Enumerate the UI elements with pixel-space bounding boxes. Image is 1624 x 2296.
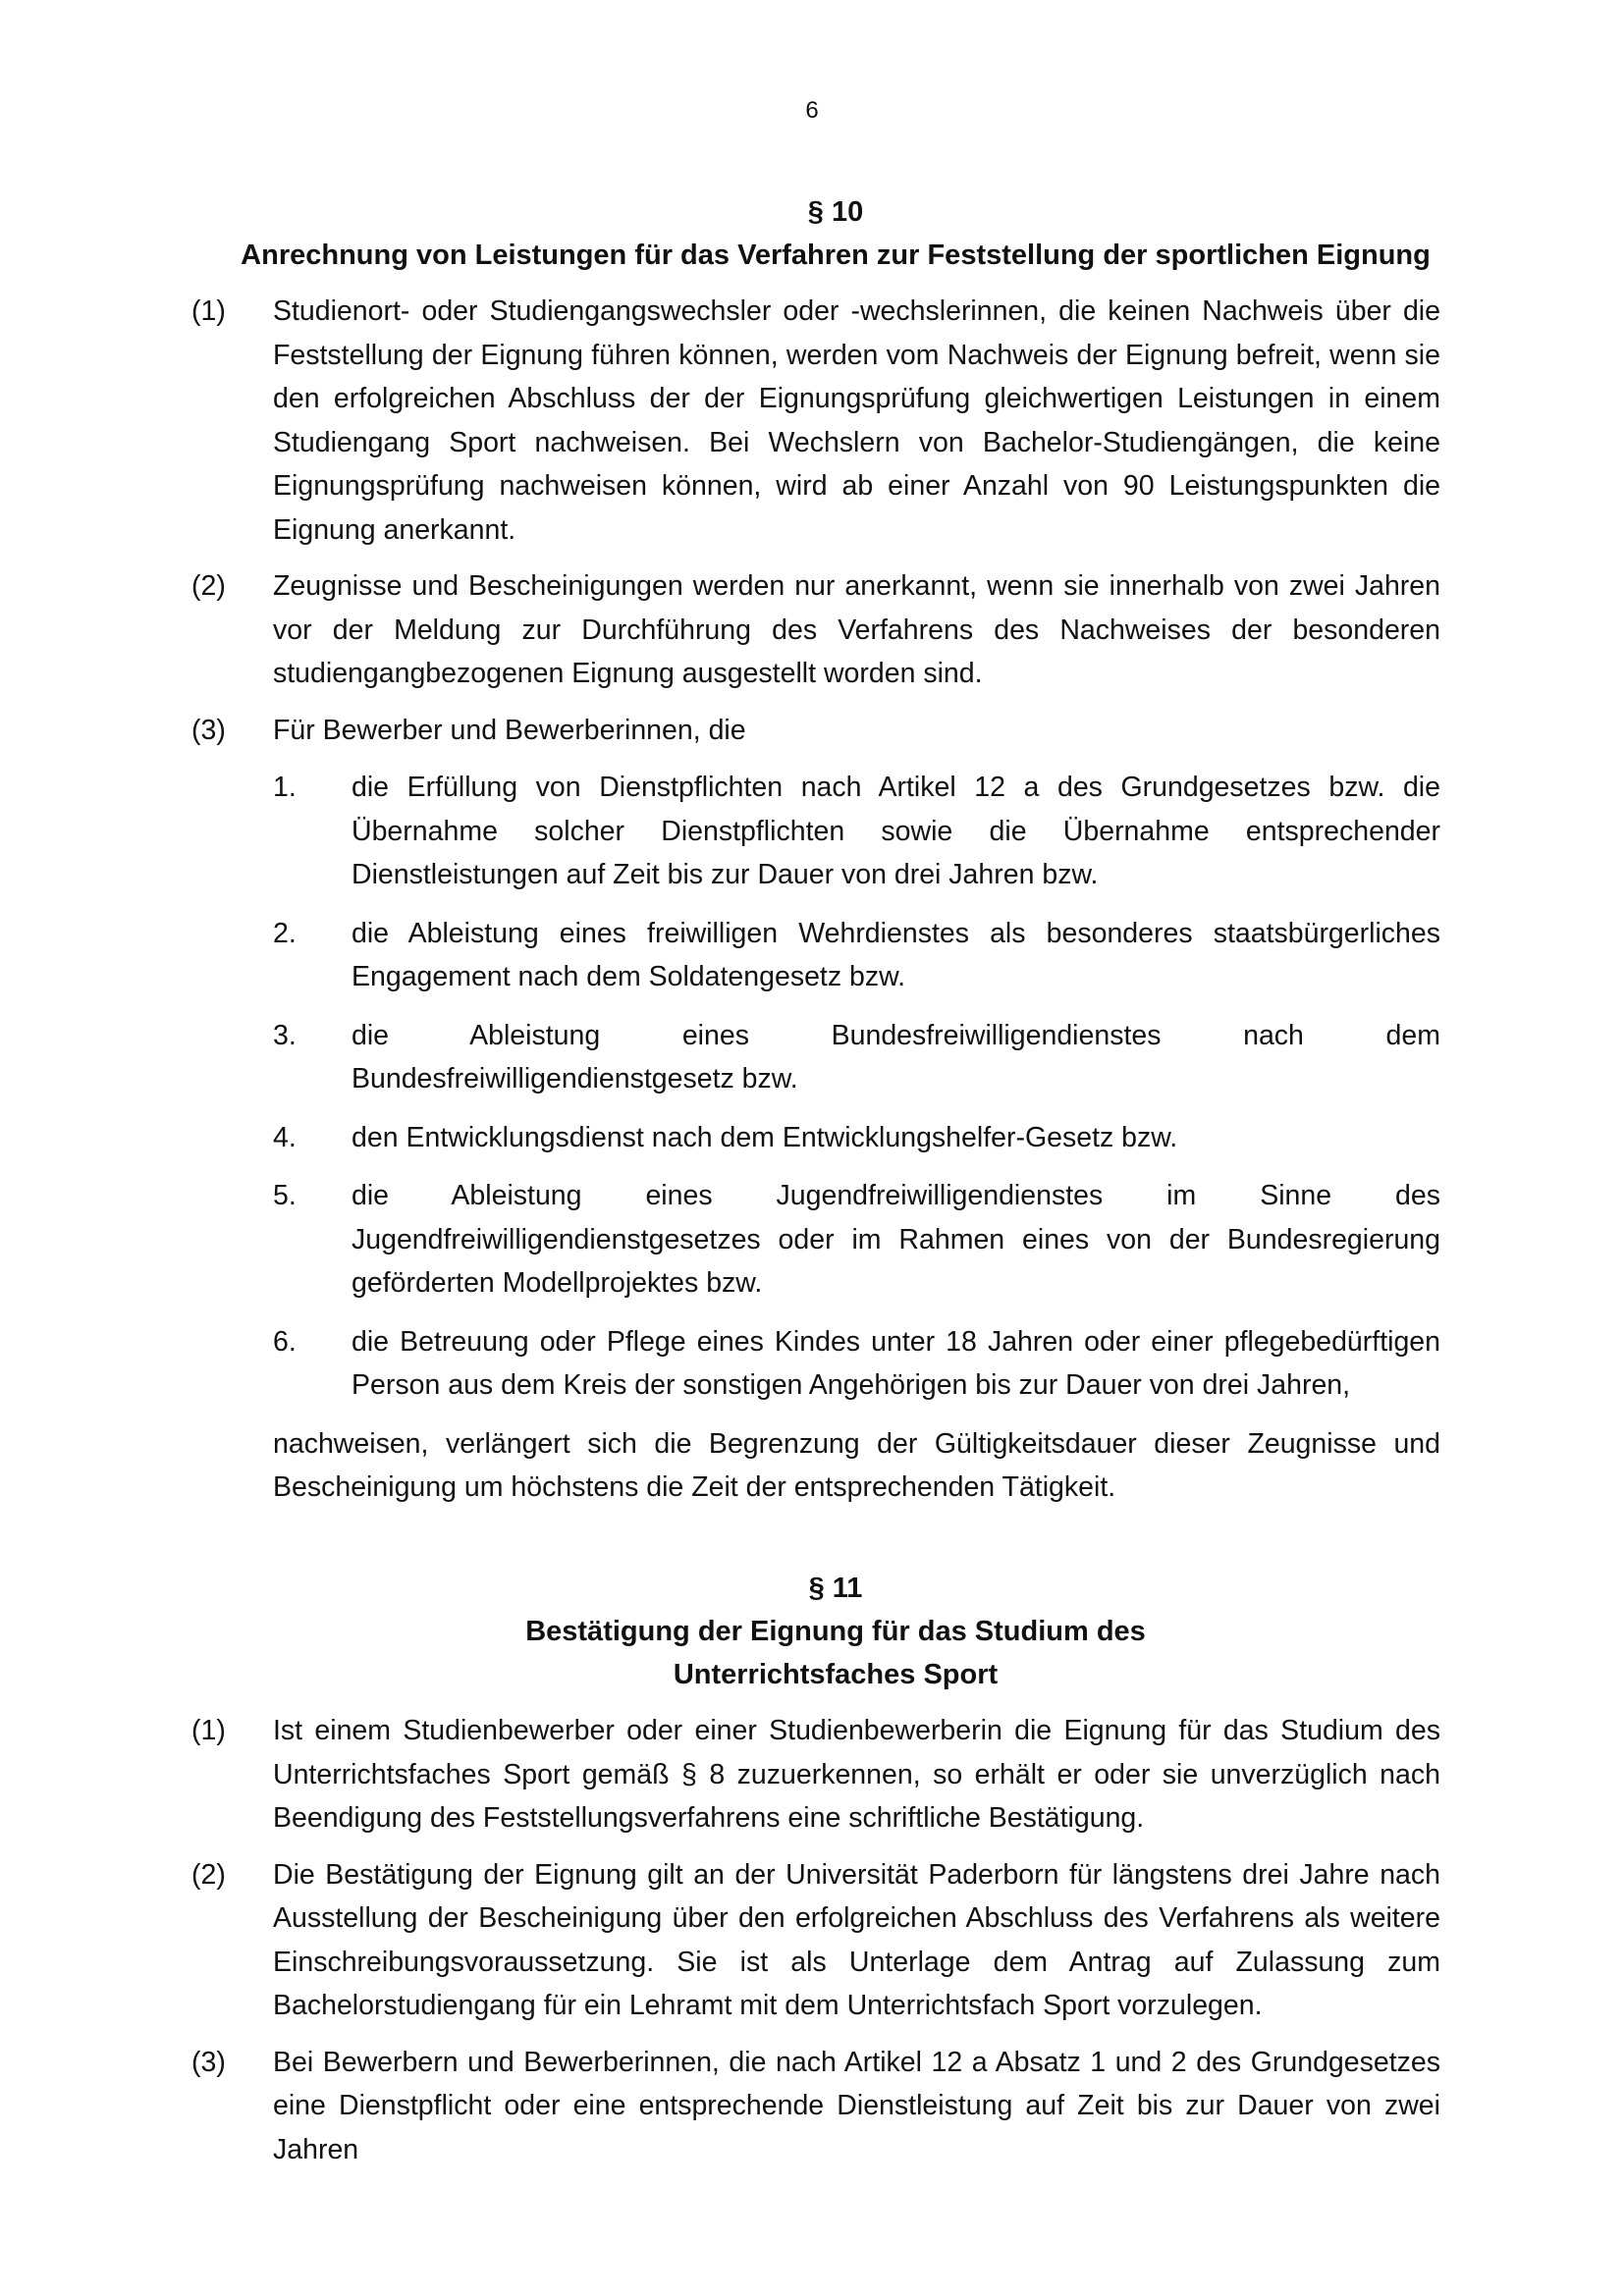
paragraph-text: Zeugnisse und Bescheinigungen werden nur anerkannt, wenn sie innerhalb von zwei Jahren vor der Meldung zur Durchführung des Verfahrens des Nachweises der besonderen studiengangbezogenen Eignung ausgestellt worden sind. (273, 570, 1440, 689)
list-item-number: 2. (273, 917, 297, 949)
paragraph-number: (1) (191, 1715, 226, 1746)
list-item (273, 1174, 1440, 1306)
paragraph-number: (2) (191, 570, 226, 602)
section-11 (191, 1567, 1440, 2171)
list-item (273, 766, 1440, 897)
paragraph-text: Die Bestätigung der Eignung gilt an der Universität Paderborn für längstens drei Jahre nach Ausstellung der Bescheinigung über den erfolgreichen Abschluss des Verfahrens als weitere Einschreibungsvoraussetzung. Sie ist als Unterlage dem Antrag auf Zulassung zum Bachelorstudiengang für ein Lehramt mit dem Unterrichtsfach Sport vorzulegen. (273, 1858, 1440, 2021)
list-item (273, 1014, 1440, 1101)
section-10 (191, 190, 1440, 1510)
list-item-number: 1. (273, 772, 297, 803)
section-11-number: § 11 (808, 1573, 863, 1604)
list-item (273, 1320, 1440, 1408)
paragraph-text: Bei Bewerbern und Bewerberinnen, die nach Artikel 12 a Absatz 1 und 2 des Grundgesetzes eine Dienstpflicht oder eine entsprechende Dienstleistung auf Zeit bis zur Dauer von zwei Jahren (273, 2046, 1440, 2165)
section-10-number: § 10 (807, 196, 864, 228)
section-10-paragraph-1 (191, 290, 1440, 552)
list-item (273, 912, 1440, 999)
list-item-text: den Entwicklungsdienst nach dem Entwicklungshelfer-Gesetz bzw. (352, 1121, 1178, 1153)
list-item-text: die Ableistung eines Bundesfreiwilligendienstes nach dem Bundesfreiwilligendienstgesetz bzw. (352, 1019, 1440, 1095)
list-item-text: die Ableistung eines Jugendfreiwilligendienstes im Sinne des Jugendfreiwilligendienstgesetzes oder im Rahmen eines von der Bundesregierung geförderten Modellprojektes bzw. (352, 1180, 1440, 1299)
section-11-paragraph-3 (191, 2041, 1440, 2172)
paragraph-text: Für Bewerber und Bewerberinnen, die (273, 714, 746, 746)
list-item (273, 1116, 1440, 1160)
paragraph-text: Studienort- oder Studiengangswechsler oder -wechslerinnen, die keinen Nachweis über die Feststellung der Eignung führen können, werden vom Nachweis der Eignung befreit, wenn sie den erfolgreichen Abschluss der der Eignungsprüfung gleichwertigen Leistungen in einem Studiengang Sport nachweisen. Bei Wechslern von Bachelor-Studiengängen, die keine Eignungsprüfung nachweisen können, wird ab einer Anzahl von 90 Leistungspunkten die Eignung anerkannt. (273, 295, 1440, 546)
paragraph-text: Ist einem Studienbewerber oder einer Studienbewerberin die Eignung für das Studium des Unterrichtsfaches Sport gemäß § 8 zuzuerkennen, so erhält er oder sie unverzüglich nach Beendigung des Feststellungsverfahrens eine schriftliche Bestätigung. (273, 1715, 1440, 1834)
section-10-paragraph-3 (191, 709, 1440, 753)
paragraph-number: (1) (191, 295, 226, 327)
list-item-text: die Betreuung oder Pflege eines Kindes unter 18 Jahren oder einer pflegebedürftigen Person aus dem Kreis der sonstigen Angehörigen bis zur Dauer von drei Jahren, (352, 1325, 1440, 1401)
section-11-title-line-1: Bestätigung der Eignung für das Studium des (525, 1616, 1146, 1647)
section-11-paragraph-1 (191, 1709, 1440, 1841)
list-item-number: 3. (273, 1019, 297, 1051)
section-11-paragraph-2 (191, 1853, 1440, 2028)
list-item-text: die Ableistung eines freiwilligen Wehrdienstes als besonderes staatsbürgerliches Engagement nach dem Soldatengesetz bzw. (352, 917, 1440, 992)
list-item-number: 5. (273, 1180, 297, 1211)
paragraph-number: (3) (191, 2046, 226, 2078)
page-number: 6 (805, 97, 819, 124)
paragraph-number: (3) (191, 714, 226, 746)
paragraph-number: (2) (191, 1858, 226, 1891)
section-10-paragraph-2 (191, 564, 1440, 696)
section-10-title: Anrechnung von Leistungen für das Verfahren zur Feststellung der sportlichen Eignung (241, 240, 1431, 271)
section-10-paragraph-3-list (273, 766, 1440, 1408)
section-10-paragraph-3-closing: nachweisen, verlängert sich die Begrenzung der Gültigkeitsdauer dieser Zeugnisse und Bescheinigung um höchstens die Zeit der entsprechenden Tätigkeit. (273, 1427, 1440, 1503)
list-item-number: 6. (273, 1325, 297, 1358)
list-item-text: die Erfüllung von Dienstpflichten nach Artikel 12 a des Grundgesetzes bzw. die Übernahme solcher Dienstpflichten sowie die Übernahme entsprechender Dienstleistungen auf Zeit bis zur Dauer von drei Jahren bzw. (352, 772, 1440, 890)
section-11-title-line-2: Unterrichtsfaches Sport (673, 1659, 999, 1690)
list-item-number: 4. (273, 1121, 297, 1153)
